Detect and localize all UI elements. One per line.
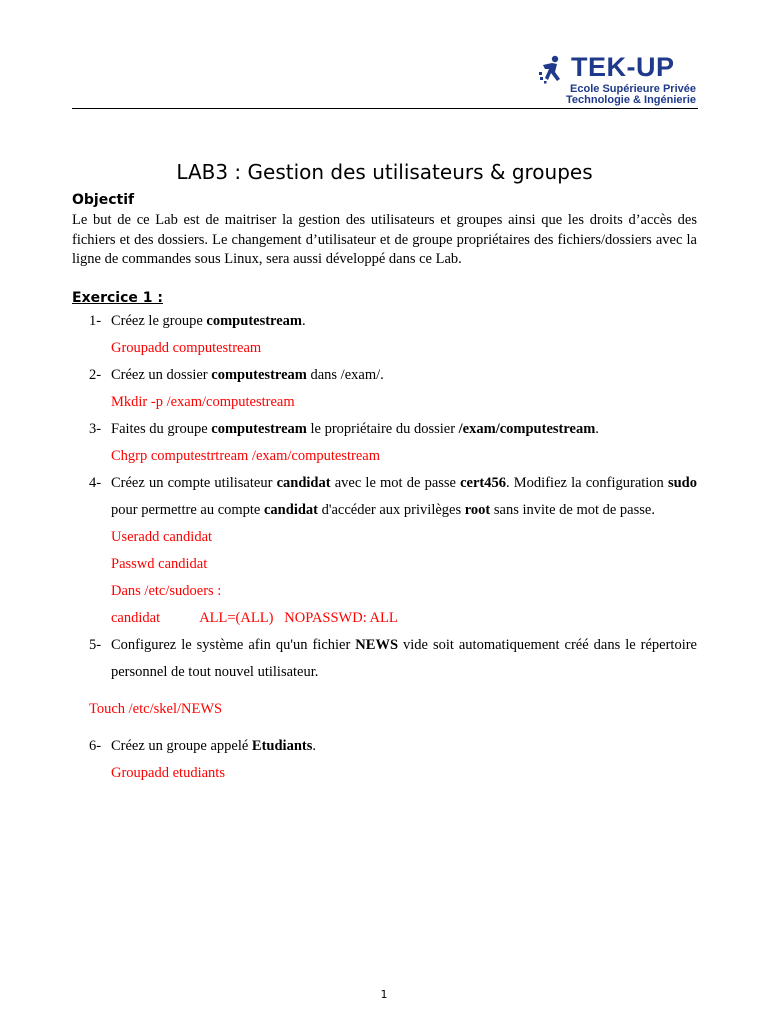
answer-command: Dans /etc/sudoers : xyxy=(111,582,222,599)
item-number: 3- xyxy=(89,420,102,437)
header-divider xyxy=(72,108,698,109)
answer-command: candidat ALL=(ALL) NOPASSWD: ALL xyxy=(111,609,398,626)
item-number: 4- xyxy=(89,474,102,491)
list-item: 4- Créez un compte utilisateur candidat avec le mot de passe cert456. Modifiez la configuration sudo pour permettre au compte candidat d'accéder aux privilèges root sans invite de mot de passe. xyxy=(72,470,697,524)
tekup-logo xyxy=(538,52,698,108)
list-item: 1- Créez le groupe computestream. xyxy=(72,308,697,335)
runner-logo-icon xyxy=(538,54,568,84)
answer-command: Chgrp computestrtream /exam/computestream xyxy=(111,447,380,464)
answer-command: Groupadd etudiants xyxy=(111,764,225,781)
item-number: 1- xyxy=(89,312,102,329)
item-number: 6- xyxy=(89,737,102,754)
objectif-paragraph: Le but de ce Lab est de maitriser la gestion des utilisateurs et groupes ainsi que les droits d’accès des fichiers et des dossiers. Le changement d’utilisateur et de groupe propriétaires des fichiers/dossiers avec la ligne de commandes sous Linux, sera aussi développé dans ce Lab. xyxy=(72,212,697,267)
list-item: 3- Faites du groupe computestream le propriétaire du dossier /exam/computestream. xyxy=(72,416,697,443)
item-number: 2- xyxy=(89,366,102,383)
page-title: LAB3 : Gestion des utilisateurs & groupes xyxy=(176,160,593,184)
exercise-heading: Exercice 1 : xyxy=(72,289,163,306)
answer-command: Mkdir -p /exam/computestream xyxy=(111,393,295,410)
list-item: 6- Créez un groupe appelé Etudiants. xyxy=(72,733,697,760)
answer-command: Useradd candidat xyxy=(111,528,213,545)
answer-command: Groupadd computestream xyxy=(111,339,262,356)
list-item: 2- Créez un dossier computestream dans /exam/. xyxy=(72,362,697,389)
list-item: 5- Configurez le système afin qu'un fichier NEWS vide soit automatiquement créé dans le répertoire personnel de tout nouvel utilisateur. xyxy=(72,632,697,686)
page-number: 1 xyxy=(380,988,388,1001)
objectif-heading: Objectif xyxy=(72,192,135,208)
item-number: 5- xyxy=(89,636,102,653)
answer-command: Passwd candidat xyxy=(111,555,208,572)
answer-command: Touch /etc/skel/NEWS xyxy=(89,700,223,717)
logo-name: TEK-UP xyxy=(571,52,675,82)
document-body xyxy=(72,155,697,787)
logo-subtitle-1: Ecole Supérieure Privée xyxy=(570,83,696,95)
logo-subtitle-2: Technologie & Ingénierie xyxy=(566,94,696,106)
